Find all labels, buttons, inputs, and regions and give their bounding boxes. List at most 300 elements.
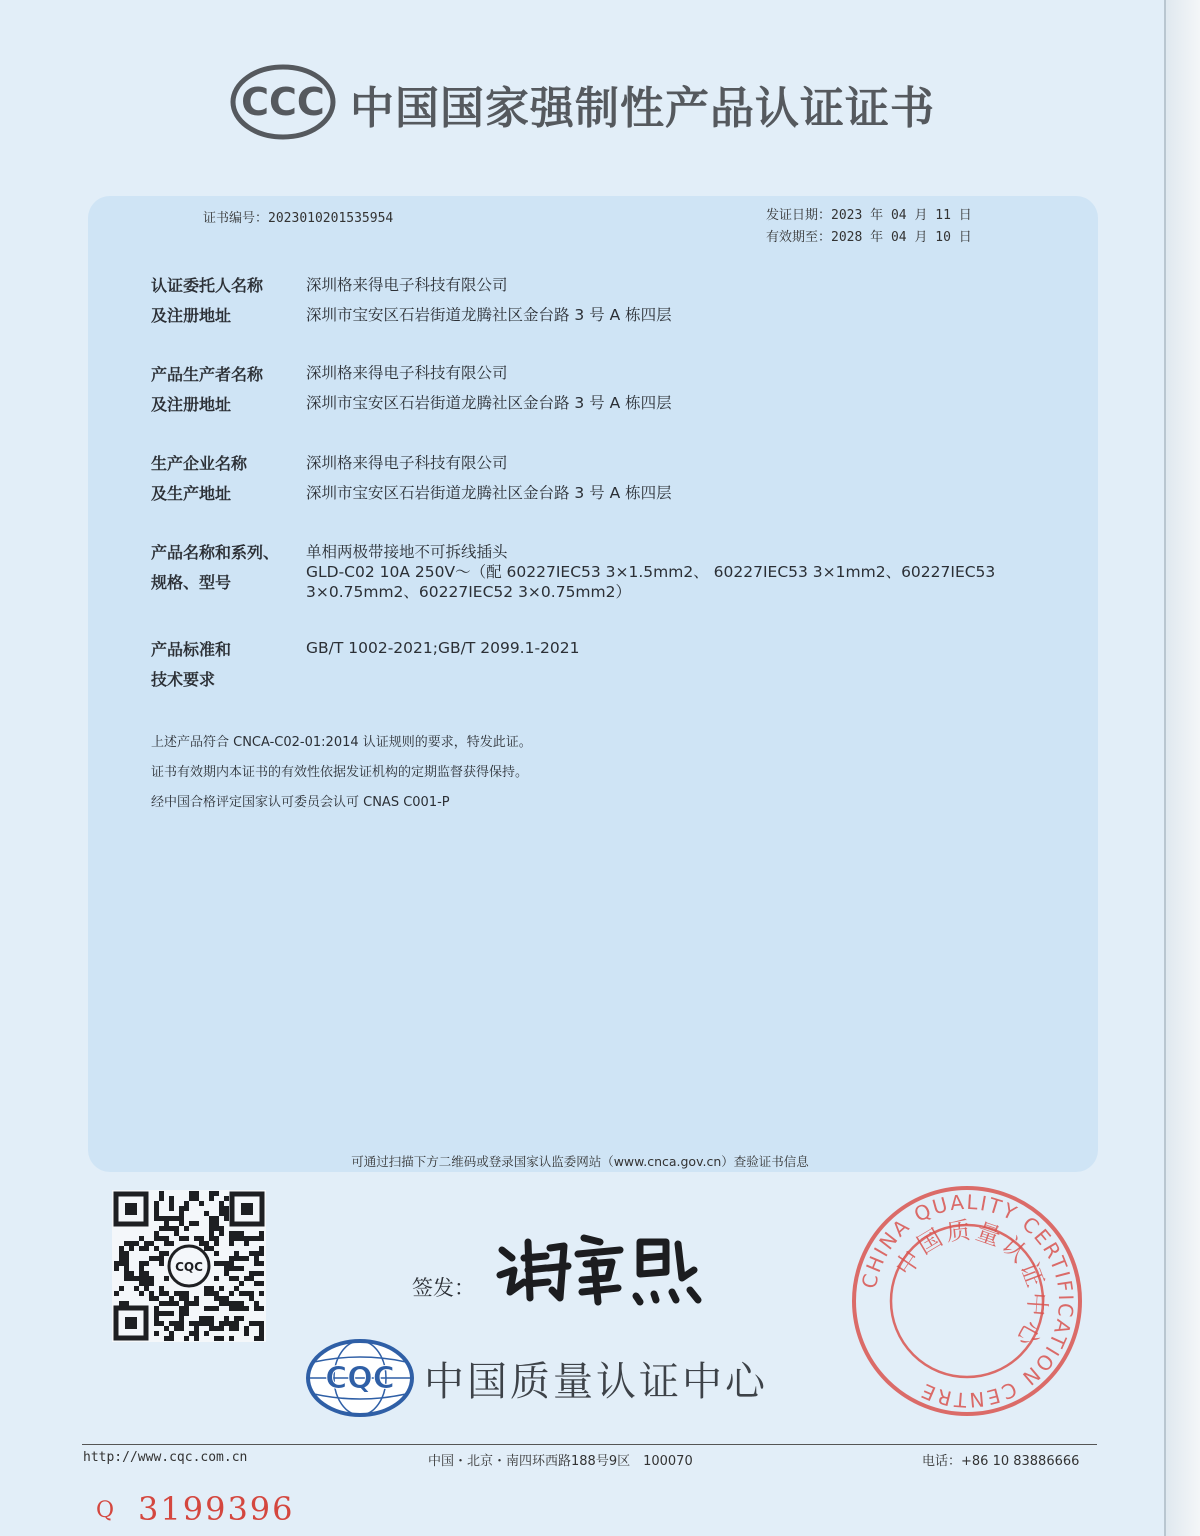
qr-module [154,1256,159,1261]
qr-module [254,1236,259,1241]
qr-module [124,1241,129,1246]
statement-line: 上述产品符合 CNCA-C02-01:2014 认证规则的要求，特发此证。 [151,735,532,750]
qr-module [219,1201,224,1206]
qr-module [254,1271,259,1276]
qr-module [259,1336,264,1341]
qr-module [154,1211,159,1216]
qr-module [204,1306,209,1311]
qr-module [149,1281,154,1286]
qr-module [164,1311,169,1316]
qr-module [214,1291,219,1296]
qr-module [144,1276,149,1281]
qr-module [189,1321,194,1326]
qr-module [254,1256,259,1261]
qr-module [164,1251,169,1256]
qr-module [159,1196,164,1201]
qr-module [234,1321,239,1326]
qr-module [224,1271,229,1276]
qr-module [119,1286,124,1291]
qr-module [124,1266,129,1271]
qr-module [229,1231,234,1236]
qr-module [169,1201,174,1206]
product-spec-line1: GLD-C02 10A 250V～（配 60227IEC53 3×1.5mm2、 60227IEC53 3×1mm2、60227IEC53 [306,563,996,581]
standards-label-line2: 技术要求 [151,670,216,689]
qr-module [124,1301,129,1306]
qr-module [229,1291,234,1296]
qr-module [189,1196,194,1201]
qr-module [174,1301,179,1306]
expiry-date-label: 有效期至： [766,230,832,245]
applicant-label [151,271,263,331]
qr-module [254,1301,259,1306]
qr-module [159,1301,164,1306]
qr-module [154,1306,159,1311]
qr-module [184,1306,189,1311]
issue-date-value: 2023 年 04 月 11 日 [831,208,972,223]
qr-module [154,1331,159,1336]
qr-module [194,1336,199,1341]
qr-module [139,1276,144,1281]
qr-module [224,1261,229,1266]
qr-module [204,1321,209,1326]
qr-module [134,1276,139,1281]
qr-module [184,1311,189,1316]
qr-module [239,1266,244,1271]
product-value [306,542,995,602]
qr-module [204,1211,209,1216]
qr-module [229,1276,234,1281]
qr-module [254,1306,259,1311]
qr-module [154,1246,159,1251]
expiry-date [766,227,972,249]
qr-module [139,1261,144,1266]
qr-module [229,1326,234,1331]
product-spec-line2: 3×0.75mm2、60227IEC52 3×0.75mm2） [306,583,631,601]
qr-module [169,1296,174,1301]
qr-module [234,1231,239,1236]
official-seal [850,1184,1084,1418]
manufacturer-name: 深圳格来得电子科技有限公司 [306,364,508,382]
qr-module [219,1296,224,1301]
qr-module [229,1241,234,1246]
qr-module [239,1306,244,1311]
qr-module [119,1246,124,1251]
paper-edge [1165,0,1200,1536]
footer-divider [82,1444,1097,1445]
qr-module [239,1256,244,1261]
qr-module [239,1316,244,1321]
qr-module [184,1296,189,1301]
qr-module [244,1236,249,1241]
qr-module [199,1241,204,1246]
issue-date [766,205,972,227]
qr-module [224,1196,229,1201]
qr-module [234,1256,239,1261]
qr-module [179,1326,184,1331]
qr-module [234,1306,239,1311]
svg-text:CCC: CCC [241,80,325,124]
qr-module [179,1316,184,1321]
qr-module [229,1256,234,1261]
qr-module [149,1276,154,1281]
standards-label [151,635,231,695]
ccc-logo-icon [230,64,336,140]
qr-module [234,1286,239,1291]
qr-module [234,1236,239,1241]
qr-module [139,1236,144,1241]
manufacturer-label-line1: 产品生产者名称 [151,365,264,384]
factory-label-line2: 及生产地址 [151,484,232,503]
qr-module [209,1191,214,1196]
qr-module [184,1226,189,1231]
factory-address: 深圳市宝安区石岩街道龙腾社区金台路 3 号 A 栋四层 [306,484,672,502]
qr-module [179,1216,184,1221]
qr-module [179,1206,184,1211]
qr-module [194,1196,199,1201]
qr-module [144,1261,149,1266]
qr-module [184,1236,189,1241]
qr-module [219,1301,224,1306]
qr-module [119,1256,124,1261]
qr-module [219,1211,224,1216]
qr-module [259,1291,264,1296]
qr-module [244,1276,249,1281]
qr-module [189,1301,194,1306]
qr-module [154,1201,159,1206]
qr-module [164,1221,169,1226]
standards-list: GB/T 1002-2021;GB/T 2099.1-2021 [306,639,580,657]
qr-module [244,1256,249,1261]
qr-module [209,1226,214,1231]
manufacturer-label [151,360,263,420]
qr-module [164,1241,169,1246]
qr-module [214,1276,219,1281]
qr-module [164,1326,169,1331]
certificate-statements [151,728,532,818]
qr-module [249,1251,254,1256]
qr-module [184,1301,189,1306]
qr-module [154,1316,159,1321]
qr-module [204,1241,209,1246]
qr-module [174,1291,179,1296]
signature-label: 签发： [412,1276,475,1300]
qr-module [164,1236,169,1241]
qr-module [169,1331,174,1336]
qr-module [209,1306,214,1311]
qr-module [164,1226,169,1231]
qr-module [194,1321,199,1326]
issue-date-label: 发证日期： [766,208,832,223]
qr-module [209,1221,214,1226]
qr-module [209,1216,214,1221]
qr-module [184,1336,189,1341]
qr-module [214,1306,219,1311]
qr-module [124,1261,129,1266]
qr-module [249,1296,254,1301]
qr-module [194,1331,199,1336]
qr-module [204,1331,209,1336]
qr-module [139,1266,144,1271]
qr-module [159,1286,164,1291]
qr-module [179,1306,184,1311]
qr-module [209,1321,214,1326]
certificate-dates [766,205,972,249]
svg-text:CHINA QUALITY CERTIFICATION CE: CHINA QUALITY CERTIFICATION CENTRE [856,1189,1079,1413]
qr-module [169,1241,174,1246]
qr-module [214,1216,219,1221]
qr-module [129,1241,134,1246]
qr-module [134,1286,139,1291]
qr-module [239,1291,244,1296]
qr-module [159,1216,164,1221]
qr-module [199,1316,204,1321]
qr-module [229,1236,234,1241]
qr-module [244,1306,249,1311]
qr-module [229,1301,234,1306]
qr-module [214,1226,219,1231]
qr-module [219,1226,224,1231]
footer-address: 中国・北京・南四环西路188号9区 100070 [428,1454,693,1469]
signature-image [490,1220,720,1310]
qr-module [219,1261,224,1266]
footer-phone: 电话：+86 10 83886666 [922,1454,1080,1469]
qr-module [254,1281,259,1286]
organization-name: 中国质量认证中心 [424,1359,768,1405]
qr-module [164,1301,169,1306]
qr-module [209,1236,214,1241]
qr-module [209,1316,214,1321]
qr-module [154,1236,159,1241]
verification-note: 可通过扫描下方二维码或登录国家认监委网站（www.cnca.gov.cn）查验证书信息 [351,1154,809,1169]
qr-module [224,1296,229,1301]
qr-module [194,1326,199,1331]
qr-module [114,1261,119,1266]
qr-module [149,1241,154,1246]
qr-module [129,1271,134,1276]
qr-module [259,1236,264,1241]
qr-module [179,1221,184,1226]
qr-module [169,1226,174,1231]
footer-website-link[interactable]: http://www.cqc.com.cn [83,1450,248,1465]
qr-module [249,1291,254,1296]
qr-module [224,1216,229,1221]
qr-module [184,1291,189,1296]
qr-module [139,1291,144,1296]
cqc-logo-icon [304,1338,416,1418]
qr-module [199,1236,204,1241]
qr-module [194,1191,199,1196]
qr-module [219,1336,224,1341]
qr-module [189,1331,194,1336]
qr-module [159,1321,164,1326]
paper-edge-line [1164,0,1166,1536]
qr-module [214,1221,219,1226]
qr-module [249,1271,254,1276]
qr-module [229,1306,234,1311]
qr-module [159,1256,164,1261]
qr-module [154,1216,159,1221]
applicant-label-line1: 认证委托人名称 [151,276,264,295]
qr-module [219,1321,224,1326]
qr-module [214,1296,219,1301]
qr-module [224,1301,229,1306]
qr-module [224,1321,229,1326]
factory-label-line1: 生产企业名称 [151,454,248,473]
qr-module [194,1221,199,1226]
qr-module [174,1326,179,1331]
qr-module [184,1206,189,1211]
qr-module [204,1246,209,1251]
qr-module [259,1306,264,1311]
qr-module [239,1301,244,1306]
qr-module [179,1321,184,1326]
qr-module [179,1291,184,1296]
product-label-line1: 产品名称和系列、 [151,543,280,562]
qr-module [209,1291,214,1296]
qr-module [164,1276,169,1281]
qr-module [124,1276,129,1281]
qr-module [139,1246,144,1251]
qr-module [189,1221,194,1226]
qr-module [249,1236,254,1241]
qr-module [259,1281,264,1286]
qr-module [199,1201,204,1206]
qr-module [219,1231,224,1236]
qr-module [259,1321,264,1326]
qr-module [229,1261,234,1266]
qr-module [169,1321,174,1326]
qr-module [214,1236,219,1241]
product-label-line2: 规格、型号 [151,573,232,592]
qr-module [219,1286,224,1291]
applicant-address: 深圳市宝安区石岩街道龙腾社区金台路 3 号 A 栋四层 [306,306,672,324]
qr-module [114,1266,119,1271]
standards-label-line1: 产品标准和 [151,640,232,659]
qr-module [159,1311,164,1316]
qr-module [114,1291,119,1296]
qr-module [244,1291,249,1296]
qr-module [214,1241,219,1246]
qr-module [219,1206,224,1211]
applicant-name: 深圳格来得电子科技有限公司 [306,276,508,294]
qr-module [199,1321,204,1326]
qr-module [164,1216,169,1221]
qr-module [159,1261,164,1266]
qr-module [254,1336,259,1341]
qr-module [214,1251,219,1256]
qr-module [154,1231,159,1236]
qr-module [159,1251,164,1256]
manufacturer-label-line2: 及注册地址 [151,395,232,414]
manufacturer-address: 深圳市宝安区石岩街道龙腾社区金台路 3 号 A 栋四层 [306,394,672,412]
qr-module [209,1231,214,1236]
qr-module [194,1296,199,1301]
qr-module [124,1251,129,1256]
qr-module [159,1226,164,1231]
qr-module [209,1286,214,1291]
certificate-number-label: 证书编号： [203,211,269,226]
qr-module [194,1236,199,1241]
qr-module [244,1241,249,1246]
qr-module [259,1246,264,1251]
qr-module [254,1251,259,1256]
qr-module [209,1196,214,1201]
qr-module [214,1261,219,1266]
qr-module [224,1206,229,1211]
qr-module [169,1301,174,1306]
qr-module [169,1336,174,1341]
applicant-value [306,270,672,330]
qr-module [144,1271,149,1276]
qr-module [169,1206,174,1211]
standards-value [306,633,580,663]
product-name: 单相两极带接地不可拆线插头 [306,543,508,561]
qr-code[interactable] [112,1190,266,1342]
qr-module [234,1251,239,1256]
qr-module [244,1326,249,1331]
qr-module [164,1291,169,1296]
qr-module [259,1331,264,1336]
svg-text:CQC: CQC [175,1260,203,1274]
product-label [151,538,279,598]
qr-module [154,1206,159,1211]
qr-module [159,1236,164,1241]
statement-line: 证书有效期内本证书的有效性依据发证机构的定期监督获得保持。 [151,765,529,780]
qr-module [154,1321,159,1326]
qr-module [179,1236,184,1241]
certificate-panel [88,196,1098,1172]
qr-module [124,1271,129,1276]
serial-number: 3199396 [138,1490,295,1528]
qr-module [149,1256,154,1261]
qr-module [129,1246,134,1251]
qr-module [254,1321,259,1326]
qr-module [129,1276,134,1281]
qr-module [259,1271,264,1276]
qr-module [134,1241,139,1246]
qr-module [119,1261,124,1266]
qr-module [259,1251,264,1256]
qr-module [214,1191,219,1196]
expiry-date-value: 2028 年 04 月 10 日 [831,230,972,245]
qr-module [149,1291,154,1296]
serial-prefix: Q [96,1498,115,1523]
factory-value [306,448,672,508]
qr-module [154,1311,159,1316]
qr-module [139,1281,144,1286]
qr-module [224,1211,229,1216]
qr-module [224,1266,229,1271]
qr-module [169,1311,174,1316]
qr-module [194,1301,199,1306]
qr-module [159,1191,164,1196]
qr-module [209,1326,214,1331]
qr-module [234,1316,239,1321]
qr-module [224,1316,229,1321]
qr-module [174,1226,179,1231]
qr-module [144,1246,149,1251]
qr-module [214,1326,219,1331]
qr-module [174,1216,179,1221]
qr-module [249,1276,254,1281]
qr-module [259,1261,264,1266]
certificate-number-value: 2023010201535954 [268,211,394,226]
qr-module [259,1231,264,1236]
qr-module [239,1236,244,1241]
qr-module [229,1266,234,1271]
qr-module [229,1321,234,1326]
qr-module [144,1286,149,1291]
